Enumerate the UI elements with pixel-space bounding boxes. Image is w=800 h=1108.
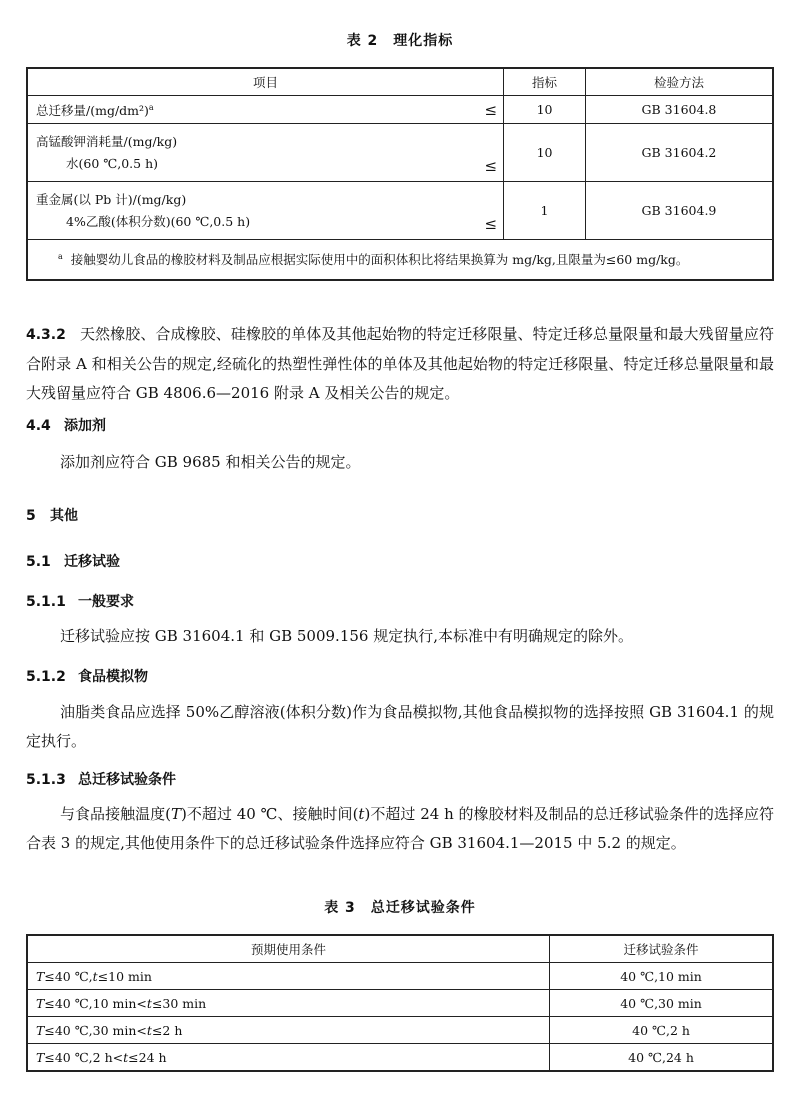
row-method: GB 31604.8 xyxy=(585,96,773,124)
section-4-4-text: 添加剂应符合 GB 9685 和相关公告的规定。 xyxy=(60,453,361,471)
section-number: 5.1.2 xyxy=(26,669,66,685)
row-test-condition: 40 ℃,10 min xyxy=(550,963,773,990)
row-value: 1 xyxy=(504,182,586,240)
header-index: 指标 xyxy=(504,68,586,96)
section-5-1-3-heading xyxy=(26,769,176,789)
section-title: 一般要求 xyxy=(78,594,134,610)
section-5-1-2-heading xyxy=(26,666,148,686)
table-row xyxy=(27,124,773,182)
row-item xyxy=(27,124,504,182)
table3-migration-conditions xyxy=(26,934,774,1072)
text-segment: ≤24 h xyxy=(128,1049,167,1065)
header-test-condition: 迁移试验条件 xyxy=(550,935,773,963)
table2-physicochemical xyxy=(26,67,774,281)
variable-T: T xyxy=(36,968,45,984)
variable-t: t xyxy=(92,968,98,984)
variable-t: t xyxy=(146,995,152,1011)
variable-t: t xyxy=(146,1022,152,1038)
variable-t: t xyxy=(123,1049,129,1065)
footnote-text: 接触婴幼儿食品的橡胶材料及制品应根据实际使用中的面积体积比将结果换算为 mg/kg,且限量为≤60 mg/kg。 xyxy=(70,252,689,268)
section-5-1-1-heading xyxy=(26,591,134,611)
text-segment: )不超过 24 h 的橡胶材料及制品的总迁移试验条件的选择应符合表 3 的规定,其他使用条件下的总迁移试验条件选择应符合 GB 31604.1—2015 中 5.2 的规定。 xyxy=(26,805,774,852)
section-number: 5 xyxy=(26,508,36,524)
text-segment: ≤2 h xyxy=(151,1022,183,1038)
text-segment: ≤40 ℃,10 min< xyxy=(44,995,147,1011)
text-segment: 与食品接触温度( xyxy=(60,805,172,823)
text-segment: ≤30 min xyxy=(151,995,207,1011)
table-row xyxy=(27,182,773,240)
row-item xyxy=(27,182,504,240)
row-test-condition: 40 ℃,2 h xyxy=(550,1017,773,1044)
variable-T: T xyxy=(171,805,182,823)
section-title: 其他 xyxy=(50,508,78,524)
row-use-condition xyxy=(27,963,550,990)
table-row xyxy=(27,1044,773,1072)
row-use-condition xyxy=(27,1017,550,1044)
item-label: 重金属(以 Pb 计)/(mg/kg) xyxy=(36,191,187,207)
table-header-row xyxy=(27,68,773,96)
operator: ≤ xyxy=(484,101,498,119)
text-segment: ≤40 ℃, xyxy=(44,968,93,984)
footnote-mark: a xyxy=(148,102,154,112)
section-title: 迁移试验 xyxy=(64,554,120,570)
section-text: 天然橡胶、合成橡胶、硅橡胶的单体及其他起始物的特定迁移限量、特定迁移总量限量和最大残留量应符合附录 A 和相关公告的规定,经硫化的热塑性弹性体的单体及其他起始物的特定迁移限量、特定迁移总量限量和最大残留量应符合 GB 4806.6—2016 附录 A 及相关公告的规定。 xyxy=(26,325,774,402)
operator: ≤ xyxy=(484,215,498,233)
section-number: 4.3.2 xyxy=(26,327,66,343)
text-segment: ≤40 ℃,30 min< xyxy=(44,1022,147,1038)
variable-T: T xyxy=(36,1022,45,1038)
table2-caption: 表 2 理化指标 xyxy=(346,33,454,49)
table-note-row xyxy=(27,240,773,281)
table-row xyxy=(27,1017,773,1044)
table-row xyxy=(27,963,773,990)
text-segment: )不超过 40 ℃、接触时间( xyxy=(181,805,359,823)
header-method: 检验方法 xyxy=(585,68,773,96)
row-test-condition: 40 ℃,30 min xyxy=(550,990,773,1017)
table-footnote xyxy=(27,240,773,281)
footnote-mark: a xyxy=(58,252,63,261)
section-4-3-2 xyxy=(26,320,774,408)
section-number: 5.1.1 xyxy=(26,594,66,610)
section-5-1-2-text: 油脂类食品应选择 50%乙醇溶液(体积分数)作为食品模拟物,其他食品模拟物的选择按照 GB 31604.1 的规定执行。 xyxy=(26,703,774,750)
row-value: 10 xyxy=(504,124,586,182)
row-method: GB 31604.2 xyxy=(585,124,773,182)
section-number: 4.4 xyxy=(26,418,51,434)
row-test-condition: 40 ℃,24 h xyxy=(550,1044,773,1072)
table3-caption: 表 3 总迁移试验条件 xyxy=(324,900,476,916)
table-row xyxy=(27,990,773,1017)
section-number: 5.1 xyxy=(26,554,51,570)
item-label: 高锰酸钾消耗量/(mg/kg) xyxy=(36,133,178,149)
text-segment: ≤10 min xyxy=(97,968,152,984)
item-label: 总迁移量/(mg/dm²) xyxy=(36,102,149,118)
table-row xyxy=(27,96,773,124)
row-item xyxy=(27,96,504,124)
header-use-condition: 预期使用条件 xyxy=(27,935,550,963)
section-5-1-heading xyxy=(26,551,120,571)
section-5-1-3-text xyxy=(26,800,774,858)
operator: ≤ xyxy=(484,157,498,175)
variable-T: T xyxy=(36,995,45,1011)
item-condition: 水(60 ℃,0.5 h) xyxy=(66,155,158,171)
section-title: 总迁移试验条件 xyxy=(78,772,176,788)
header-item: 项目 xyxy=(27,68,504,96)
row-method: GB 31604.9 xyxy=(585,182,773,240)
section-5-heading xyxy=(26,505,78,525)
section-title: 食品模拟物 xyxy=(78,669,148,685)
item-condition: 4%乙酸(体积分数)(60 ℃,0.5 h) xyxy=(66,213,251,229)
section-title: 添加剂 xyxy=(64,418,106,434)
section-5-1-1-text: 迁移试验应按 GB 31604.1 和 GB 5009.156 规定执行,本标准中有明确规定的除外。 xyxy=(60,627,633,645)
text-segment: ≤40 ℃,2 h< xyxy=(44,1049,124,1065)
row-use-condition xyxy=(27,990,550,1017)
section-number: 5.1.3 xyxy=(26,772,66,788)
table-header-row xyxy=(27,935,773,963)
section-4-4-heading xyxy=(26,415,106,435)
row-use-condition xyxy=(27,1044,550,1072)
variable-t: t xyxy=(358,805,365,823)
variable-T: T xyxy=(36,1049,45,1065)
row-value: 10 xyxy=(504,96,586,124)
